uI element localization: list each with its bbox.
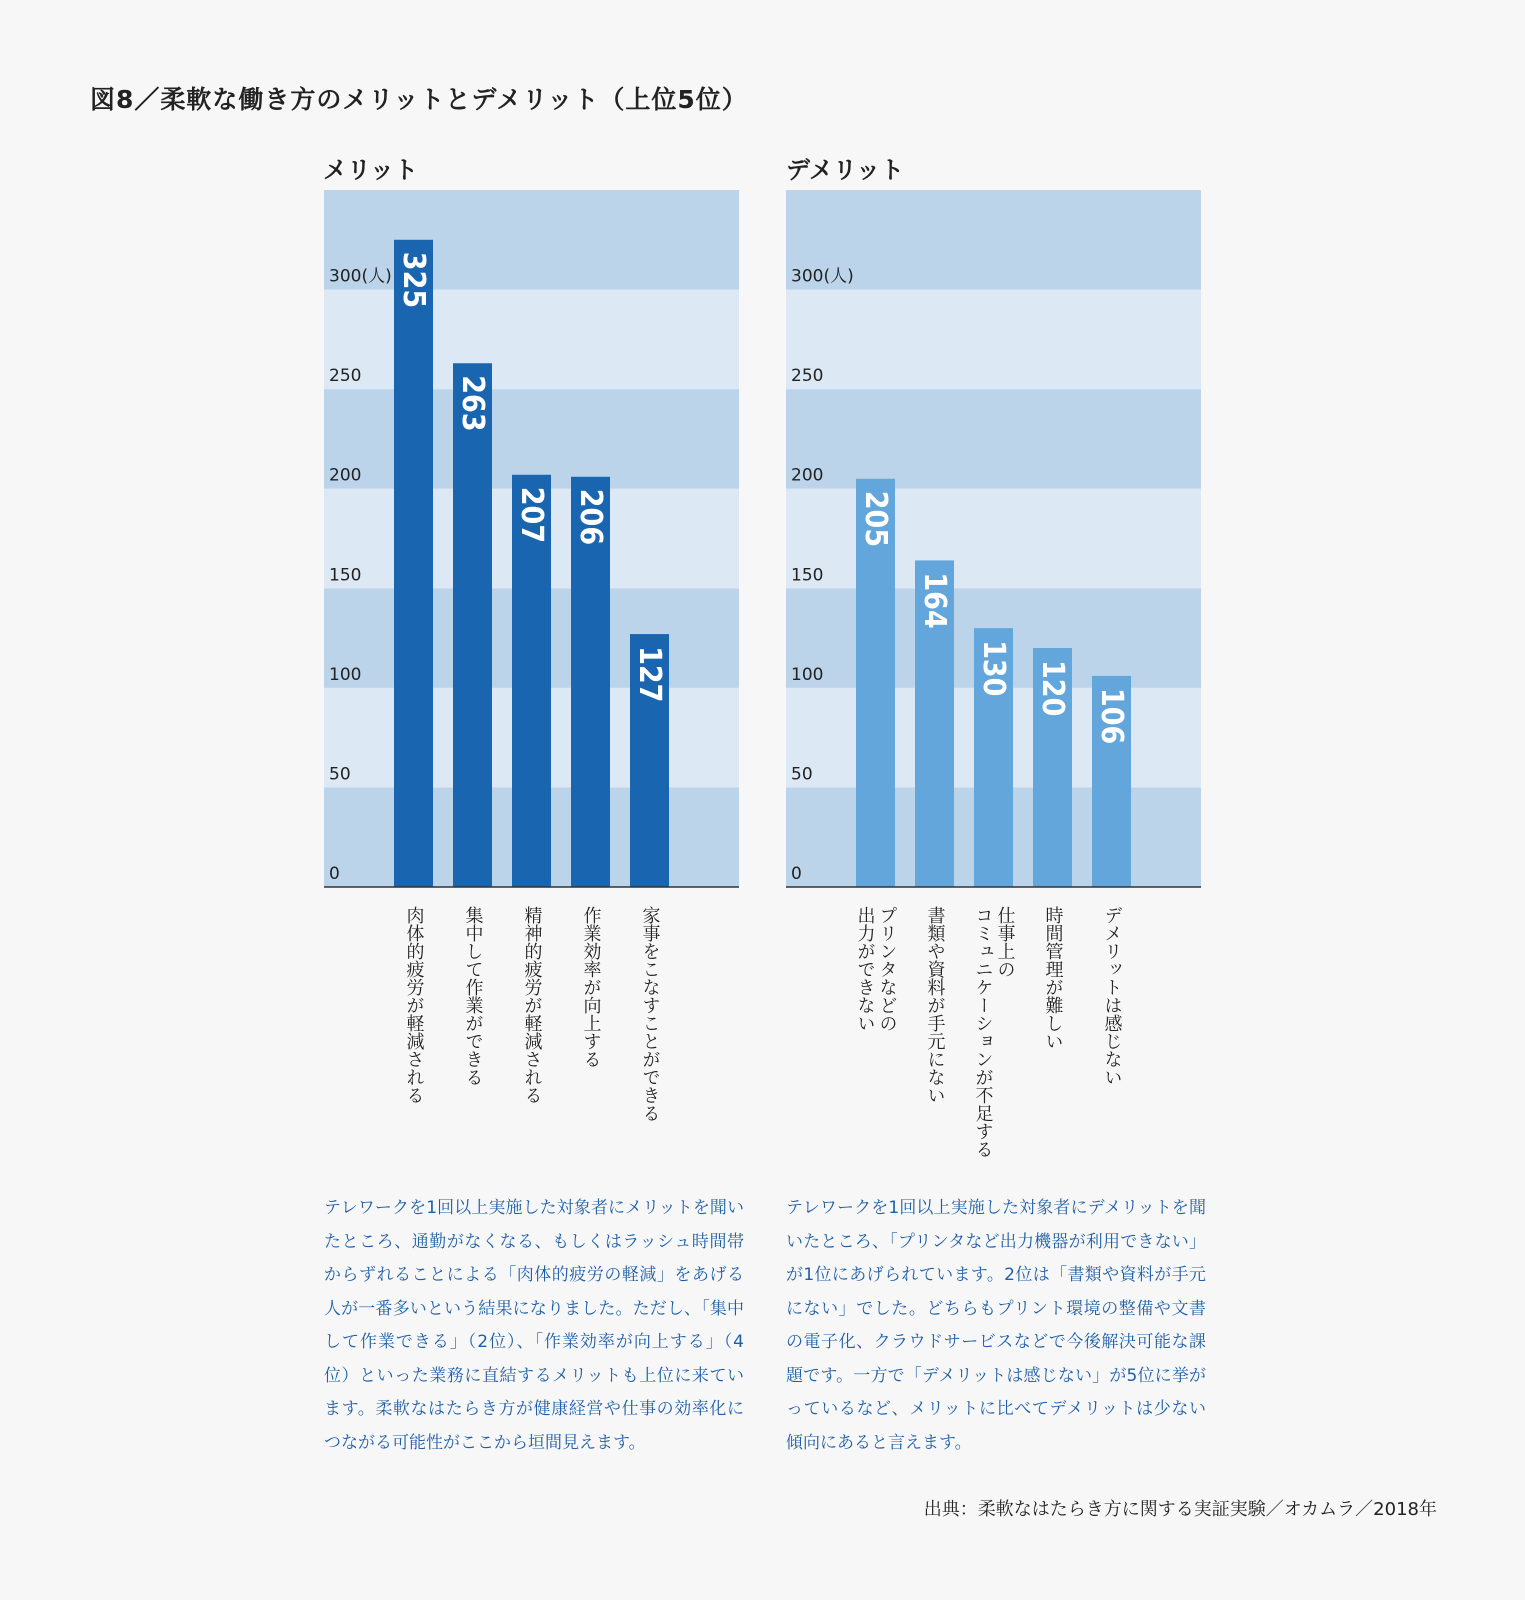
merit-description: テレワークを1回以上実施した対象者にメリットを聞いたところ、通勤がなくなる、もしくはラッシュ時間帯からずれることによる「肉体的疲労の軽減」をあげる人が一番多いという結果になりました。ただし、「集中して作業できる」（2位）、「作業効率が向上する」（4位）といった業務に直結するメリットも上位に来ています。柔軟なはたらき方が健康経営や仕事の効率化につながる可能性がここから垣間見えます。 [324, 1198, 744, 1453]
merit-category-label: 家事をこなすことができる [639, 906, 661, 1122]
merit-value-label: 325 [396, 251, 431, 309]
merit-value-label: 207 [514, 486, 549, 544]
merit-value-label: 206 [573, 488, 608, 546]
merit-ytick-label: 300(人) [329, 266, 392, 287]
merit-value-label: 127 [632, 646, 667, 703]
source-note: 出典：柔軟なはたらき方に関する実証実験／オカムラ／2018年 [923, 1499, 1437, 1520]
demerit-ytick-label: 300(人) [791, 266, 854, 287]
merit-ytick-label: 100 [329, 664, 362, 685]
demerit-ytick-label: 200 [791, 465, 824, 486]
figure-title: 図8／柔軟な働き方のメリットとデメリット（上位5位） [90, 85, 748, 114]
demerit-chart-title: デメリット [786, 156, 905, 184]
merit-bar [453, 363, 492, 887]
demerit-value-label: 120 [1035, 660, 1070, 717]
merit-category-label: 集中して作業ができる [462, 906, 484, 1086]
demerit-ytick-label: 250 [791, 366, 824, 387]
demerit-ytick-label: 0 [791, 864, 802, 884]
demerit-value-label: 106 [1094, 687, 1129, 745]
demerit-description: テレワークを1回以上実施した対象者にデメリットを聞いたところ、「プリンタなど出力機器が利用できない」が1位にあげられています。2位は「書類や資料が手元にない」でした。どちらもプリント環境の整備や文書の電子化、クラウドサービスなどで今後解決可能な課題です。一方で「デメリットは感じない」が5位に挙がっているなど、メリットに比べてデメリットは少ない傾向にあると言えます。 [786, 1198, 1206, 1453]
merit-category-label: 精神的疲労が軽減される [521, 906, 543, 1104]
merit-bar [394, 240, 433, 887]
demerit-category-label: デメリットは感じない [1101, 906, 1123, 1086]
merit-ytick-label: 50 [329, 764, 351, 785]
merit-chart-title: メリット [323, 156, 419, 184]
demerit-band [786, 389, 1201, 489]
merit-ytick-label: 250 [329, 366, 362, 387]
merit-category-label: 肉体的疲労が軽減される [403, 906, 425, 1104]
demerit-ytick-label: 100 [791, 664, 824, 685]
demerit-category-label: 時間管理が難しい [1042, 906, 1064, 1050]
merit-band [324, 389, 739, 489]
demerit-category-label: 仕事上の コミュニケーションが不足する [972, 906, 1016, 1158]
demerit-band [786, 489, 1201, 589]
merit-ytick-label: 150 [329, 565, 362, 586]
merit-band [324, 290, 739, 390]
demerit-value-label: 205 [858, 490, 893, 548]
merit-ytick-label: 0 [329, 864, 340, 884]
demerit-ytick-label: 50 [791, 764, 813, 785]
demerit-ytick-label: 150 [791, 565, 824, 586]
merit-category-label: 作業効率が向上する [580, 906, 602, 1068]
demerit-category-label: プリンタなどの 出力ができない [854, 906, 898, 1032]
demerit-category-label: 書類や資料が手元にない [924, 906, 946, 1104]
merit-value-label: 263 [455, 375, 490, 432]
demerit-value-label: 130 [976, 640, 1011, 697]
demerit-band [786, 290, 1201, 390]
merit-ytick-label: 200 [329, 465, 362, 486]
demerit-value-label: 164 [917, 572, 952, 629]
